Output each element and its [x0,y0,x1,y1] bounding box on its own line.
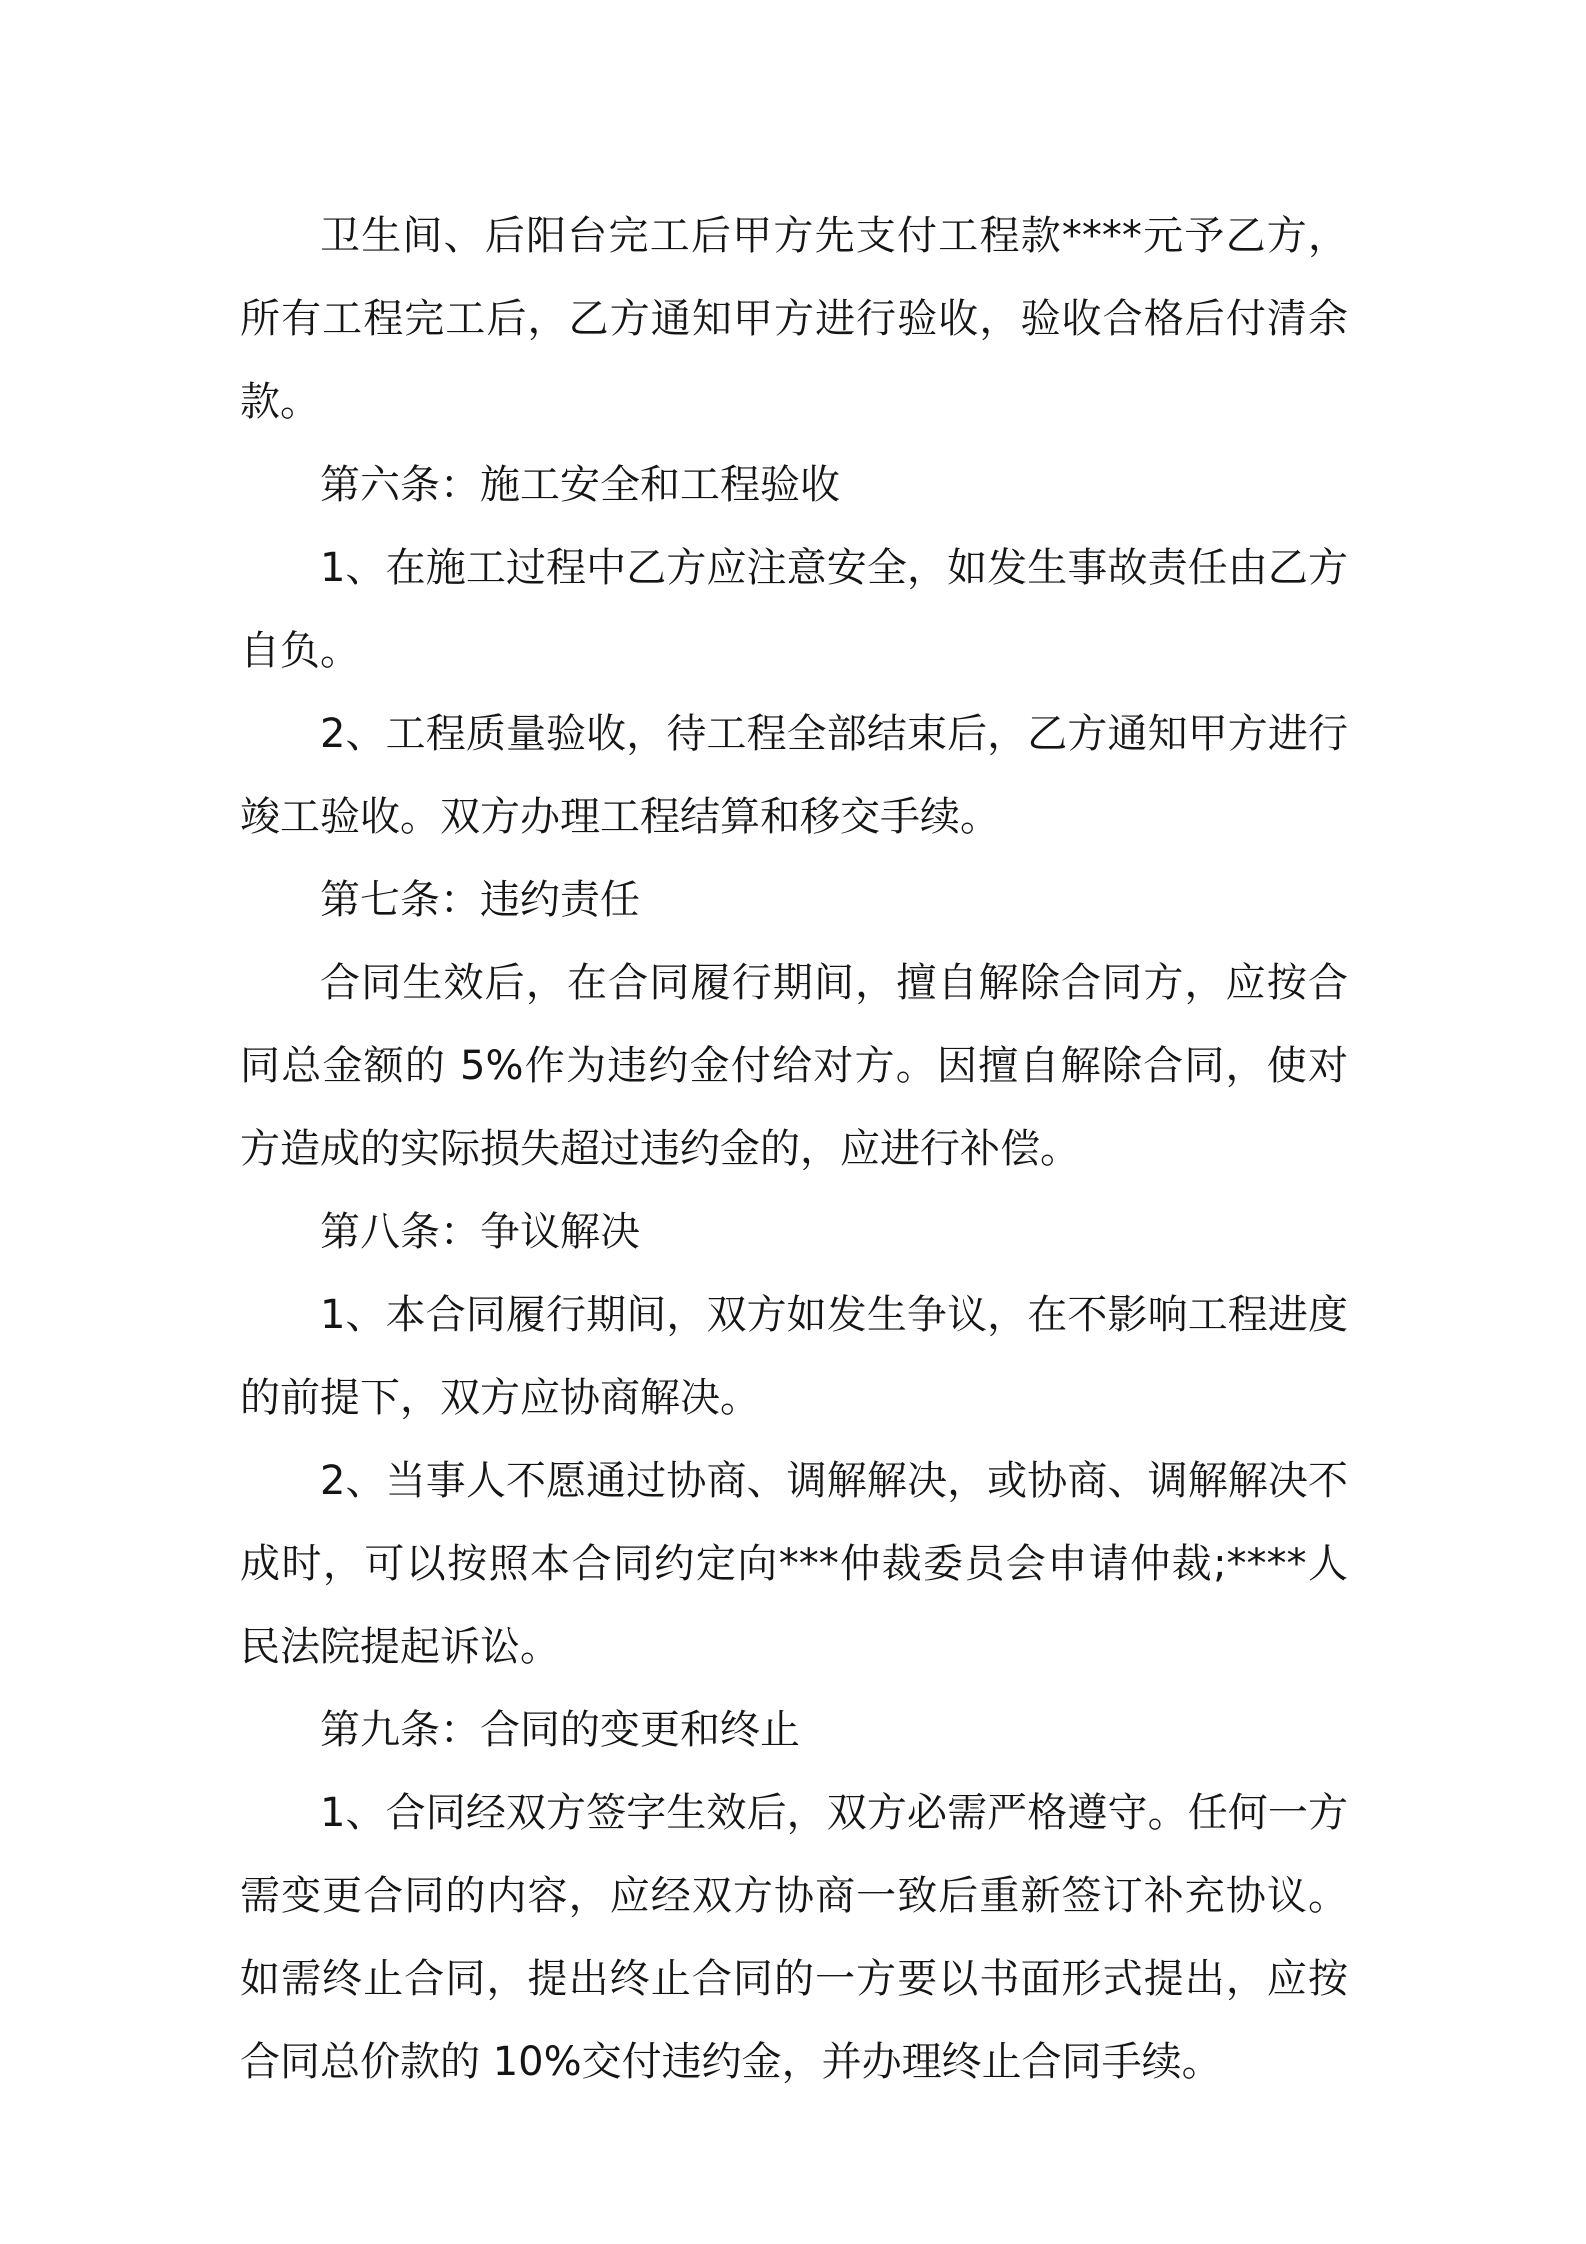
paragraph-payment-terms: 卫生间、后阳台完工后甲方先支付工程款****元予乙方，所有工程完工后，乙方通知甲方进行验收，验收合格后付清余款。 [240,213,1348,425]
heading-article-9: 第九条：合同的变更和终止 [320,1707,800,1753]
heading-article-8: 第八条：争议解决 [320,1209,640,1255]
paragraph-dispute-arbitration: 2、当事人不愿通过协商、调解解决，或协商、调解解决不成时，可以按照本合同约定向***仲裁委员会申请仲裁;****人民法院提起诉讼。 [240,1458,1348,1670]
document-body [240,195,1348,2104]
paragraph-quality-acceptance: 2、工程质量验收，待工程全部结束后，乙方通知甲方进行竣工验收。双方办理工程结算和移交手续。 [240,711,1348,840]
heading-article-7: 第七条：违约责任 [320,877,640,923]
heading-article-6: 第六条：施工安全和工程验收 [320,462,840,508]
paragraph-construction-safety: 1、在施工过程中乙方应注意安全，如发生事故责任由乙方自负。 [240,545,1348,674]
paragraph-breach-liability: 合同生效后，在合同履行期间，擅自解除合同方，应按合同总金额的 5%作为违约金付给对方。因擅自解除合同，使对方造成的实际损失超过违约金的，应进行补偿。 [240,960,1348,1172]
paragraph-contract-change-termination: 1、合同经双方签字生效后，双方必需严格遵守。任何一方需变更合同的内容，应经双方协商一致后重新签订补充协议。如需终止合同，提出终止合同的一方要以书面形式提出，应按合同总价款的 10%交付违约金，并办理终止合同手续。 [240,1790,1348,2085]
paragraph-dispute-negotiation: 1、本合同履行期间，双方如发生争议，在不影响工程进度的前提下，双方应协商解决。 [240,1292,1348,1421]
